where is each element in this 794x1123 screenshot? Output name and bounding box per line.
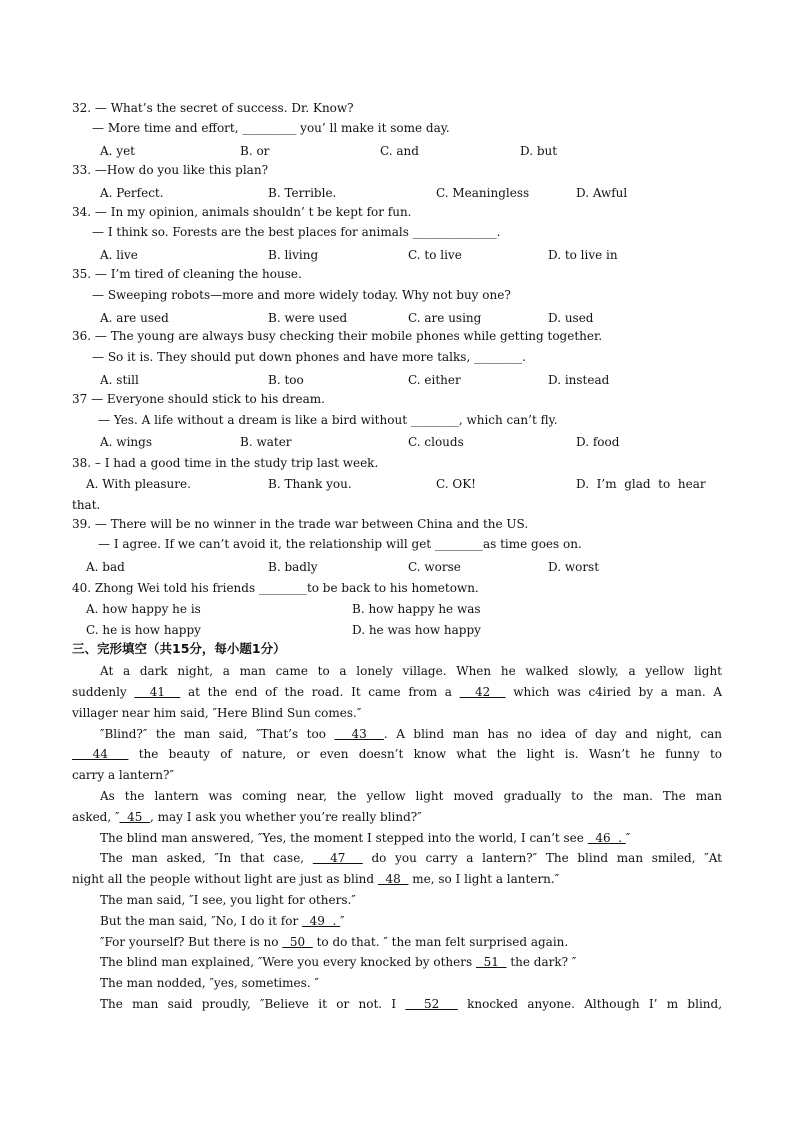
passage-line: night all the people without light are just as blind 48 me, so I light a lantern.″ xyxy=(72,872,560,886)
q36-option-d: D. instead xyxy=(548,373,610,387)
q38-option-b: B. Thank you. xyxy=(268,477,352,491)
passage-line: carry a lantern?″ xyxy=(72,768,174,782)
q36-stem: 36. — The young are always busy checking their mobile phones while getting together. xyxy=(72,329,603,343)
q33-option-d: D. Awful xyxy=(576,186,628,200)
section-heading-cloze: 三、完形填空（共15分，每小题1分） xyxy=(72,641,286,656)
q34-option-d: D. to live in xyxy=(548,248,618,262)
q38-option-c: C. OK! xyxy=(436,477,477,491)
passage-line: ″For yourself? But there is no 50 to do that. ″ the man felt surprised again. xyxy=(100,935,569,949)
passage-line: suddenly 41 at the end of the road. It came from a 42 which was c4iried by a man. A xyxy=(72,685,723,699)
q34-stem: 34. — In my opinion, animals shouldn’ t be kept for fun. xyxy=(72,205,412,219)
blank-52[interactable]: 52 xyxy=(405,997,458,1011)
q36-reply: — So it is. They should put down phones and have more talks, ________. xyxy=(92,350,526,364)
blank-46[interactable]: 46 . xyxy=(587,831,626,845)
q32-option-c: C. and xyxy=(380,144,419,158)
q38-option-a: A. With pleasure. xyxy=(86,477,191,491)
q35-option-c: C. are using xyxy=(408,311,482,325)
blank-42[interactable]: 42 xyxy=(459,685,506,699)
q36-option-c: C. either xyxy=(408,373,461,387)
q40-option-b: B. how happy he was xyxy=(352,602,481,616)
q40-stem: 40. Zhong Wei told his friends ________to be back to his hometown. xyxy=(72,581,479,595)
q33-stem: 33. —How do you like this plan? xyxy=(72,163,269,177)
q39-option-a: A. bad xyxy=(86,560,125,574)
passage-line: The man asked, ″In that case, 47 do you carry a lantern?″ The blind man smiled, ″At xyxy=(100,851,722,865)
passage-line: The man said proudly, ″Believe it or not. I 52 knocked anyone. Although I’ m blind, xyxy=(100,997,723,1011)
q36-option-b: B. too xyxy=(268,373,304,387)
passage-line: The blind man explained, ″Were you every knocked by others 51 the dark? ″ xyxy=(100,955,577,969)
passage-line: At a dark night, a man came to a lonely village. When he walked slowly, a yellow light xyxy=(100,664,722,678)
q37-stem: 37 — Everyone should stick to his dream. xyxy=(72,392,325,406)
q38-stem: 38. – I had a good time in the study trip last week. xyxy=(72,456,379,470)
blank-44[interactable]: 44 xyxy=(72,747,129,761)
q32-option-d: D. but xyxy=(520,144,558,158)
passage-line: villager near him said, ″Here Blind Sun comes.″ xyxy=(72,706,362,720)
q35-reply: — Sweeping robots—more and more widely today. Why not buy one? xyxy=(92,288,511,302)
q39-reply: — I agree. If we can’t avoid it, the relationship will get ________as time goes on. xyxy=(98,537,582,551)
passage-line: asked, ″ 45 , may I ask you whether you’re really blind?″ xyxy=(72,810,422,824)
q37-option-c: C. clouds xyxy=(408,435,464,449)
q32-option-b: B. or xyxy=(240,144,270,158)
blank-47[interactable]: 47 xyxy=(312,851,363,865)
passage-line: The man nodded, ″yes, sometimes. ″ xyxy=(100,976,319,990)
q33-option-a: A. Perfect. xyxy=(100,186,164,200)
q37-option-a: A. wings xyxy=(100,435,152,449)
passage-line: ″Blind?″ the man said, ″That’s too 43 . A blind man has no idea of day and night, can xyxy=(100,727,723,741)
q34-option-a: A. live xyxy=(100,248,138,262)
q39-option-c: C. worse xyxy=(408,560,461,574)
q37-reply: — Yes. A life without a dream is like a bird without ________, which can’t fly. xyxy=(98,413,558,427)
q35-option-a: A. are used xyxy=(100,311,169,325)
blank-51[interactable]: 51 xyxy=(475,955,507,969)
q39-option-d: D. worst xyxy=(548,560,600,574)
q40-option-c: C. he is how happy xyxy=(86,623,201,637)
q32-option-a: A. yet xyxy=(100,144,135,158)
q34-reply: — I think so. Forests are the best places for animals ______________. xyxy=(92,225,501,239)
q36-option-a: A. still xyxy=(100,373,139,387)
blank-41[interactable]: 41 xyxy=(134,685,181,699)
blank-50[interactable]: 50 xyxy=(282,935,313,949)
passage-line: But the man said, ″No, I do it for 49 . ″ xyxy=(100,914,345,928)
q35-option-d: D. used xyxy=(548,311,594,325)
blank-49[interactable]: 49 . xyxy=(302,914,341,928)
q37-option-d: D. food xyxy=(576,435,620,449)
q40-option-d: D. he was how happy xyxy=(352,623,481,637)
q35-option-b: B. were used xyxy=(268,311,348,325)
passage-line: As the lantern was coming near, the yellow light moved gradually to the man. The man xyxy=(100,789,722,803)
q32-reply: — More time and effort, _________ you’ ll make it some day. xyxy=(92,121,450,135)
q34-option-c: C. to live xyxy=(408,248,462,262)
q35-stem: 35. — I’m tired of cleaning the house. xyxy=(72,267,302,281)
passage-line: The man said, ″I see, you light for others.″ xyxy=(100,893,356,907)
passage-line: The blind man answered, ″Yes, the moment I stepped into the world, I can’t see 46 . ″ xyxy=(100,831,631,845)
q40-option-a: A. how happy he is xyxy=(86,602,201,616)
passage-line: 44 the beauty of nature, or even doesn’t know what the light is. Wasn’t he funny to xyxy=(72,747,722,761)
blank-48[interactable]: 48 xyxy=(377,872,409,886)
q38-option-d-continued: that. xyxy=(72,498,101,512)
q34-option-b: B. living xyxy=(268,248,319,262)
blank-45[interactable]: 45 xyxy=(119,810,151,824)
q37-option-b: B. water xyxy=(240,435,292,449)
blank-43[interactable]: 43 xyxy=(334,727,384,741)
q39-stem: 39. — There will be no winner in the trade war between China and the US. xyxy=(72,517,529,531)
q39-option-b: B. badly xyxy=(268,560,318,574)
q38-option-d: D. I’m glad to hear xyxy=(576,477,706,491)
q33-option-b: B. Terrible. xyxy=(268,186,337,200)
q32-stem: 32. — What’s the secret of success. Dr. Know? xyxy=(72,101,354,115)
q33-option-c: C. Meaningless xyxy=(436,186,530,200)
